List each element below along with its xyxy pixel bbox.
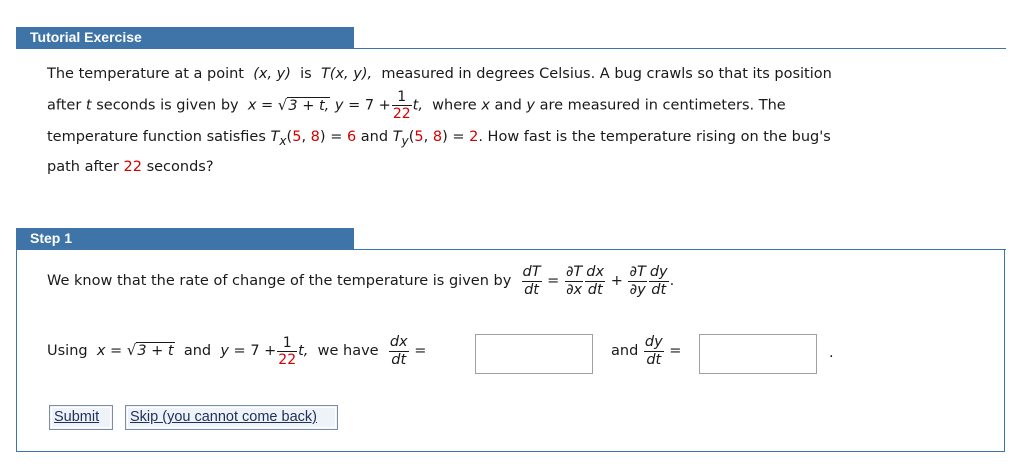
problem-line-1: The temperature at a point (x, y) is T(x, y), measured in degrees Celsius. A bug crawls so that its position bbox=[47, 66, 832, 82]
dy-dt-answer-fraction: $\frac{dy}{dt}$ bbox=[644, 334, 663, 368]
dy-dt-line: and $\frac{dy}{dt}$ = bbox=[611, 334, 682, 368]
sqrt-expression-step: √3 + t bbox=[126, 341, 174, 359]
step-1-title: Step 1 bbox=[30, 230, 73, 246]
fraction-1-over-22: $\frac{1}{22}$ bbox=[392, 89, 411, 122]
dx-dt-fraction: $\frac{dx}{dt}$ bbox=[586, 264, 605, 298]
submit-button[interactable]: Submit bbox=[49, 405, 113, 430]
final-period: . bbox=[829, 345, 834, 361]
dy-dt-fraction: $\frac{dy}{dt}$ bbox=[649, 264, 668, 298]
dx-dt-answer-input[interactable] bbox=[475, 334, 593, 374]
partial-T-x-fraction: $\frac{\partial T}{\partial x}$ bbox=[565, 264, 583, 298]
problem-line-2: after t seconds is given by x = √3 + t, y = 7 + $\frac{1}{22}$ t, where x and y are measured in centimeters. The bbox=[47, 89, 786, 122]
tutorial-exercise-rule bbox=[16, 48, 1006, 49]
dy-dt-answer-input[interactable] bbox=[699, 334, 817, 374]
dx-dt-answer-fraction: $\frac{dx}{dt}$ bbox=[389, 334, 408, 368]
dT-dt-fraction: $\frac{dT}{dt}$ bbox=[522, 264, 541, 298]
skip-button[interactable]: Skip (you cannot come back) bbox=[125, 405, 338, 430]
fraction-1-over-22-step: $\frac{1}{22}$ bbox=[278, 334, 297, 368]
rate-of-change-line: We know that the rate of change of the temperature is given by $\frac{dT}{dt}$ = $\frac{\partial T}{\partial x}$ $\frac{dx}{dt}$ + $\frac{\partial T}{\partial y}$ $\frac{dy}{dt}$ . bbox=[47, 264, 675, 298]
problem-line-4: path after 22 seconds? bbox=[47, 159, 214, 175]
tutorial-exercise-title: Tutorial Exercise bbox=[30, 29, 142, 45]
using-line: Using x = √3 + t and y = 7 + $\frac{1}{22}$ t, we have $\frac{dx}{dt}$ = bbox=[47, 334, 427, 368]
partial-T-y-fraction: $\frac{\partial T}{\partial y}$ bbox=[629, 264, 646, 298]
problem-line-3: temperature function satisfies $T_x(5$, 8) = 6 and $T_y(5$, 8) = 2. How fast is the temperature rising on the bug's bbox=[47, 129, 831, 148]
tutorial-exercise-header bbox=[16, 27, 354, 48]
sqrt-expression: √3 + t, bbox=[277, 95, 330, 114]
step-1-header bbox=[16, 228, 354, 249]
